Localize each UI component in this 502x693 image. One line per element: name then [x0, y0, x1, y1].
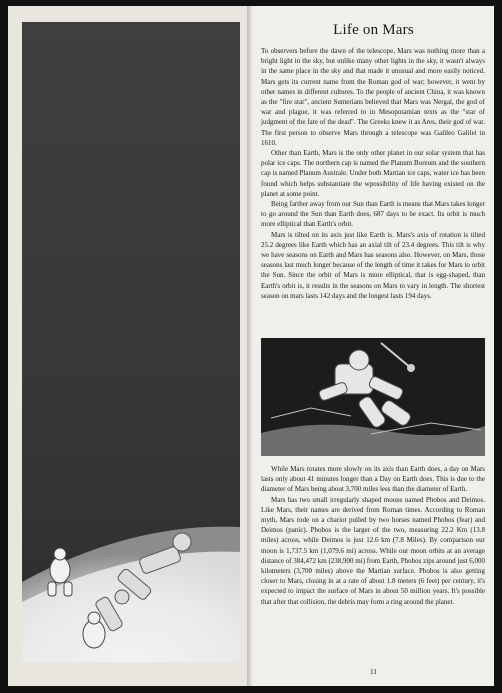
paragraph: Mars has two small irregularly shaped moons named Phobos and Deimos. Like Mars, their names are derived from Roman times. According to Roman myth, Mars rode on a chariot pulled by two horses named Phobos (fear) and Deimos (panic). Phobos is the larger of the two, measuring 22.2 Km (13.8 miles) across, while Deimos is just 12.6 km (7.8 Miles). By comparison our moon is 1,737.5 km (1,079.6 mi) across. While our moon orbits at an average distance of 384,472 km (238,900 mi) from Earth, Phobos zips around just 6,000 kilometers (3,700 miles) above the Martian surface. Phobos is also getting closer to Mars, closing in at a rate of about 1.8 meters (6 feet) per century, it's expected to impact the surface of Mars in about 50 million years. It's possible that after that collision, the debris may form a ring around the planet. — [261, 495, 485, 606]
paragraph: Being farther away from our Sun than Earth is means that Mars takes longer to go around the Sun than Earth does, 687 days to be exact. Its orbit is much more elliptical than Earth's orbit. — [261, 200, 485, 229]
right-page — [253, 6, 494, 686]
astronaut-spacewalk-illustration — [261, 338, 485, 456]
astronaut-robotic-arm-illustration — [22, 22, 240, 662]
astronaut-spacewalk-photo — [261, 338, 485, 456]
page-number: 11 — [370, 668, 377, 676]
paragraph: To observers before the dawn of the telescope, Mars was nothing more than a bright light in the sky, but unlike many other lights in the sky, it wasn't always in the same place in the sky and that made it unusual and more easily noticed. Mars gets its current name from the Roman god of war; however, it went by other names in different cultures. To the people of ancient China, it was known as the "fire star", ancient Sumerians believed that Mars was Nergal, the god of war and plague, it was referred to in Mesopotamian texts as the "star of judgment of the fate of the dead". The Greeks knew it as Ares, their god of war. The first person to observe Mars through a telescope was Galileo Galilei in 1610. — [261, 47, 485, 147]
paragraph: While Mars rotates more slowly on its axis than Earth does, a day on Mars lasts only about 41 minutes longer than a Day on Earth does. This is due to the diameter of Mars being about 3,700 miles less than the diameter of Earth. — [261, 465, 485, 494]
page-title: Life on Mars — [333, 22, 414, 38]
astronaut-robotic-arm-photo — [22, 22, 240, 662]
paragraph: Mars is tilted on its axis just like Earth is. Mars's axis of rotation is tilted 25.2 degrees like Earth which has an axial tilt of 23.4 degrees. This tilt is why we have seasons on Earth and Mars has seasons also. However, on Mars, those seasons last much longer because of the length of time it takes for Mars to orbit the Sun. Since the orbit of Mars is more elliptical, that is egg-shaped, than Earth's orbit is, it results in the seasons on Mars to vary in length. The shortest season on mars lasts 142 days and the longest lasts 194 days. — [261, 230, 485, 300]
paragraph: Other than Earth, Mars is the only other planet in our solar system that has polar ice caps. The northern cap is named the Planum Boreum and the southern cap is named Planum Australe. Under both Martian ice caps, water ice has been found which helps substantiate the wpossibility of life having existed on the planet at some point. — [261, 149, 485, 198]
article-text-top — [261, 46, 485, 301]
article-text-bottom — [261, 464, 485, 607]
